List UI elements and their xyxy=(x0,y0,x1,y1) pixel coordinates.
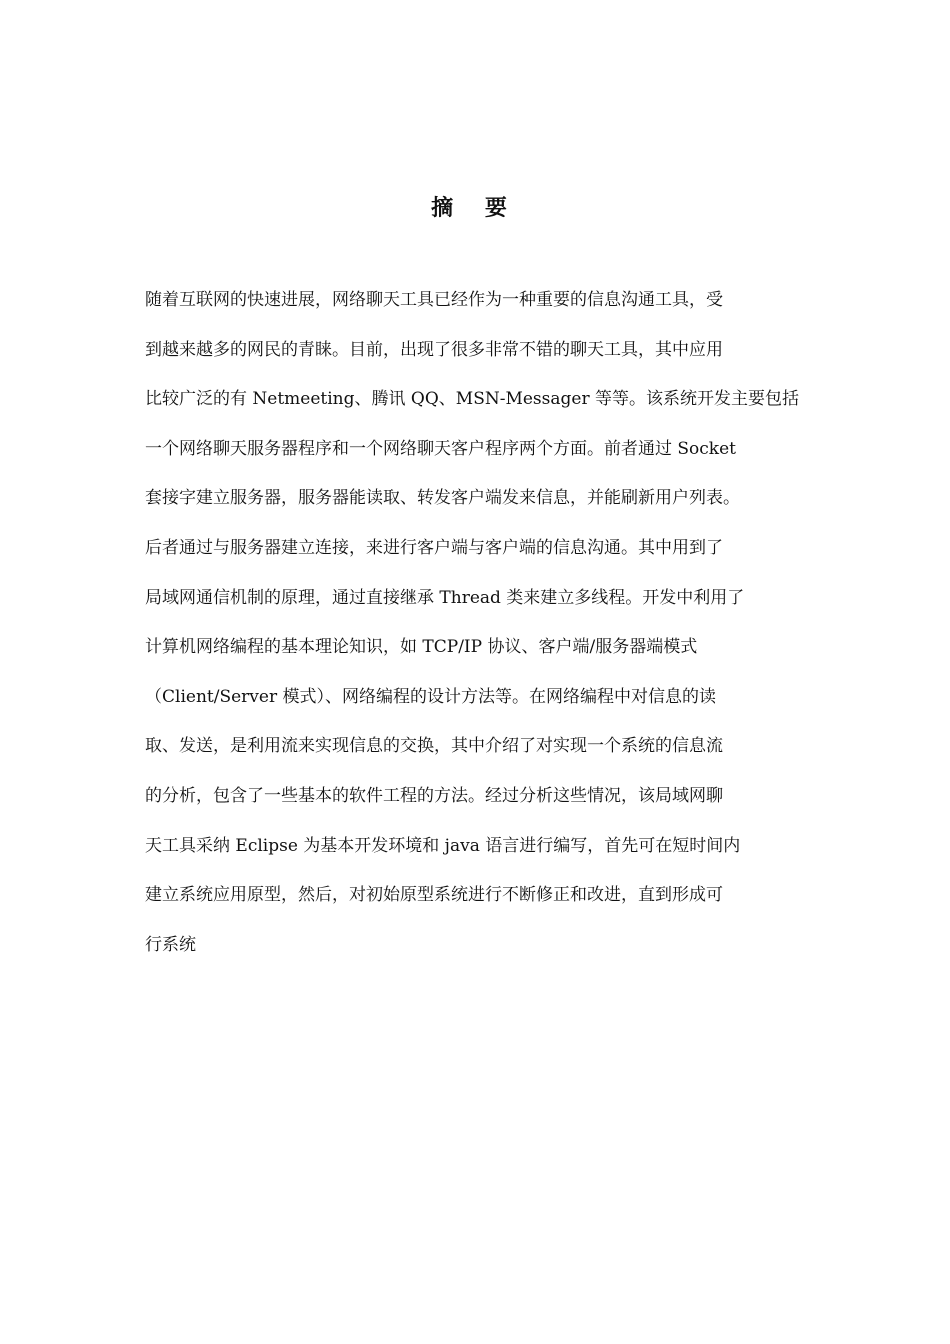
abstract-line: 套接字建立服务器，服务器能读取、转发客户端发来信息，并能刷新用户列表。 xyxy=(145,488,740,509)
abstract-body xyxy=(145,276,815,970)
abstract-line: 比较广泛的有 Netmeeting、腾讯 QQ、MSN-Messager 等等。该系统开发主要包括 xyxy=(145,389,799,410)
abstract-line: 天工具采纳 Eclipse 为基本开发环境和 java 语言进行编写，首先可在短时间内 xyxy=(145,835,741,856)
abstract-line: 随着互联网的快速进展，网络聊天工具已经作为一种重要的信息沟通工具，受 xyxy=(145,290,723,310)
abstract-line: 后者通过与服务器建立连接，来进行客户端与客户端的信息沟通。其中用到了 xyxy=(145,537,723,558)
abstract-line: 到越来越多的网民的青睐。目前，出现了很多非常不错的聊天工具，其中应用 xyxy=(145,339,723,360)
abstract-line: 取、发送，是利用流来实现信息的交换，其中介绍了对实现一个系统的信息流 xyxy=(145,736,723,757)
page-title: 摘 要 xyxy=(431,196,519,221)
abstract-line: 行系统 xyxy=(145,934,196,955)
abstract-line: （Client/Server 模式）、网络编程的设计方法等。在网络编程中对信息的读 xyxy=(145,686,716,707)
abstract-line: 建立系统应用原型，然后，对初始原型系统进行不断修正和改进，直到形成可 xyxy=(145,885,723,906)
abstract-line: 局域网通信机制的原理，通过直接继承 Thread 类来建立多线程。开发中利用了 xyxy=(145,587,745,608)
abstract-line: 计算机网络编程的基本理论知识，如 TCP/IP 协议、客户端/服务器端模式 xyxy=(145,637,698,658)
abstract-line: 一个网络聊天服务器程序和一个网络聊天客户程序两个方面。前者通过 Socket xyxy=(145,438,736,459)
abstract-line: 的分析，包含了一些基本的软件工程的方法。经过分析这些情况，该局域网聊 xyxy=(145,785,723,806)
